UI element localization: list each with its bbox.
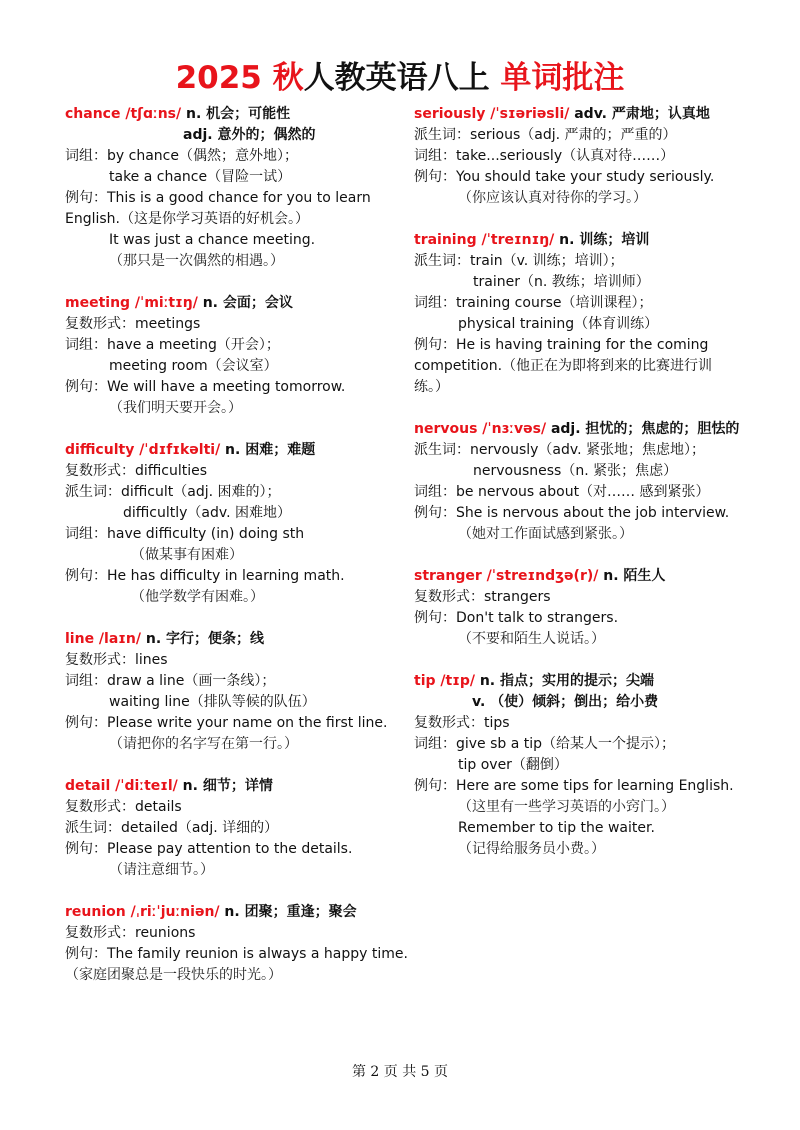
example-line: 例句：Please pay attention to the details. <box>65 841 353 857</box>
example-translation: （这里有一些学习英语的小窍门。） <box>458 799 675 815</box>
derivative-line: 派生词：nervously（adv. 紧张地；焦虑地）； <box>414 442 705 458</box>
example-translation: （请注意细节。） <box>109 862 214 878</box>
example-translation: （她对工作面试感到紧张。） <box>458 526 633 542</box>
entry-tip <box>414 671 744 860</box>
entry-head <box>414 104 744 125</box>
derivative-line: 派生词：detailed（adj. 详细的） <box>65 820 279 836</box>
entry-nervous <box>414 419 744 545</box>
example-line: 例句：Here are some tips for learning English. <box>414 778 734 794</box>
phrase-line: 词组：take...seriously（认真对待……） <box>414 148 675 164</box>
derivative-line: difficultly（adv. 困难地） <box>123 505 291 521</box>
headword: training /ˈtreɪnɪŋ/ <box>414 232 555 248</box>
example-line: 例句：He is having training for the coming <box>414 337 709 353</box>
entry-head <box>65 104 400 125</box>
derivative-line: 派生词：serious（adj. 严肃的；严重的） <box>414 127 677 143</box>
headword: seriously /ˈsɪəriəsli/ <box>414 106 570 122</box>
definition: n. 细节；详情 <box>177 778 273 794</box>
phrase-line: physical training（体育训练） <box>458 316 659 332</box>
example-translation: （记得给服务员小费。） <box>458 841 605 857</box>
title-book: 人教英语八上 <box>303 60 490 96</box>
entry-meeting <box>65 293 400 419</box>
entry-chance <box>65 104 400 272</box>
entry-head <box>65 440 400 461</box>
entry-line <box>65 629 400 755</box>
example-line: 练。） <box>414 379 449 395</box>
example-translation: （你应该认真对待你的学习。） <box>458 190 647 206</box>
title-year: 2025 秋 <box>175 60 304 96</box>
phrase-line: 词组：training course（培训课程）； <box>414 295 653 311</box>
derivative-line: nervousness（n. 紧张；焦虑） <box>473 463 678 479</box>
entry-head <box>65 629 400 650</box>
example-line: Remember to tip the waiter. <box>458 820 655 836</box>
example-line: 例句：We will have a meeting tomorrow. <box>65 379 346 395</box>
derivative-line: trainer（n. 教练；培训师） <box>473 274 650 290</box>
definition-2: adj. 意外的；偶然的 <box>183 127 316 143</box>
title-topic: 单词批注 <box>489 60 625 96</box>
example-translation: （不要和陌生人说话。） <box>458 631 605 647</box>
phrase-translation: （做某事有困难） <box>131 547 243 563</box>
phrase-line: waiting line（排队等候的队伍） <box>109 694 316 710</box>
entry-difficulty <box>65 440 400 608</box>
definition: adj. 担忧的；焦虑的；胆怯的 <box>546 421 740 437</box>
entry-head <box>414 566 744 587</box>
definition: n. 会面；会议 <box>197 295 293 311</box>
headword: stranger /ˈstreɪndʒə(r)/ <box>414 568 599 584</box>
definition: n. 困难；难题 <box>220 442 316 458</box>
entry-reunion <box>65 902 408 986</box>
example-translation: （家庭团聚总是一段快乐的时光。） <box>65 967 282 983</box>
page-title <box>0 58 800 98</box>
entry-head <box>65 293 400 314</box>
definition: n. 陌生人 <box>598 568 666 584</box>
entry-head <box>414 230 744 251</box>
phrase-line: 词组：have a meeting（开会）； <box>65 337 280 353</box>
definition: n. 机会；可能性 <box>181 106 291 122</box>
example-line: 例句：The family reunion is always a happy time. <box>65 946 408 962</box>
definition-2: v. （使）倾斜；倒出；给小费 <box>472 694 659 710</box>
definition: n. 训练；培训 <box>554 232 650 248</box>
phrase-line: tip over（翻倒） <box>458 757 568 773</box>
phrase-line: take a chance（冒险一试） <box>109 169 292 185</box>
headword: meeting /ˈmiːtɪŋ/ <box>65 295 198 311</box>
plural-line: 复数形式：details <box>65 799 182 815</box>
phrase-line: 词组：have difficulty (in) doing sth <box>65 526 305 542</box>
plural-line: 复数形式：lines <box>65 652 168 668</box>
definition: n. 字行；便条；线 <box>141 631 265 647</box>
plural-line: 复数形式：strangers <box>414 589 551 605</box>
example-line: 例句：Don't talk to strangers. <box>414 610 619 626</box>
right-column <box>414 104 744 881</box>
page-footer: 第 2 页 共 5 页 <box>351 1064 449 1080</box>
definition: n. 指点；实用的提示；尖端 <box>474 673 655 689</box>
example-translation: （请把你的名字写在第一行。） <box>109 736 298 752</box>
definition: adv. 严肃地；认真地 <box>569 106 710 122</box>
example-line: 例句：Please write your name on the first line. <box>65 715 388 731</box>
entry-head <box>414 419 744 440</box>
phrase-line: 词组：by chance（偶然；意外地）； <box>65 148 298 164</box>
plural-line: 复数形式：difficulties <box>65 463 208 479</box>
headword: reunion /ˌriːˈjuːniən/ <box>65 904 220 920</box>
derivative-line: 派生词：difficult（adj. 困难的）； <box>65 484 281 500</box>
entry-seriously <box>414 104 744 209</box>
phrase-line: 词组：give sb a tip（给某人一个提示）； <box>414 736 676 752</box>
example-line: 例句：This is a good chance for you to learn <box>65 190 371 206</box>
example-translation: （我们明天要开会。） <box>109 400 242 416</box>
plural-line: 复数形式：reunions <box>65 925 196 941</box>
entry-head <box>414 671 744 692</box>
phrase-line: meeting room（会议室） <box>109 358 278 374</box>
headword: chance /tʃɑːns/ <box>65 106 182 122</box>
example-line: 例句：You should take your study seriously. <box>414 169 715 185</box>
entry-head <box>65 776 400 797</box>
example-translation: （那只是一次偶然的相遇。） <box>109 253 284 269</box>
entry-stranger <box>414 566 744 650</box>
example-line: competition.（他正在为即将到来的比赛进行训 <box>414 358 713 374</box>
headword: nervous /ˈnɜːvəs/ <box>414 421 547 437</box>
plural-line: 复数形式：tips <box>414 715 510 731</box>
definition: n. 团聚；重逢；聚会 <box>219 904 357 920</box>
left-column <box>65 104 408 1007</box>
plural-line: 复数形式：meetings <box>65 316 201 332</box>
example-line: 例句：She is nervous about the job interview. <box>414 505 730 521</box>
example-line: 例句：He has difficulty in learning math. <box>65 568 345 584</box>
phrase-line: 词组：be nervous about（对…… 感到紧张） <box>414 484 710 500</box>
entry-training <box>414 230 744 398</box>
headword: detail /ˈdiːteɪl/ <box>65 778 178 794</box>
derivative-line: 派生词：train（v. 训练；培训）； <box>414 253 624 269</box>
example-line: English.（这是你学习英语的好机会。） <box>65 211 310 227</box>
entry-detail <box>65 776 400 881</box>
phrase-line: 词组：draw a line（画一条线）； <box>65 673 276 689</box>
headword: tip /tɪp/ <box>414 673 475 689</box>
headword: line /laɪn/ <box>65 631 142 647</box>
example-line: It was just a chance meeting. <box>109 232 316 248</box>
entry-head <box>65 902 400 923</box>
example-translation: （他学数学有困难。） <box>131 589 264 605</box>
headword: difficulty /ˈdɪfɪkəlti/ <box>65 442 221 458</box>
